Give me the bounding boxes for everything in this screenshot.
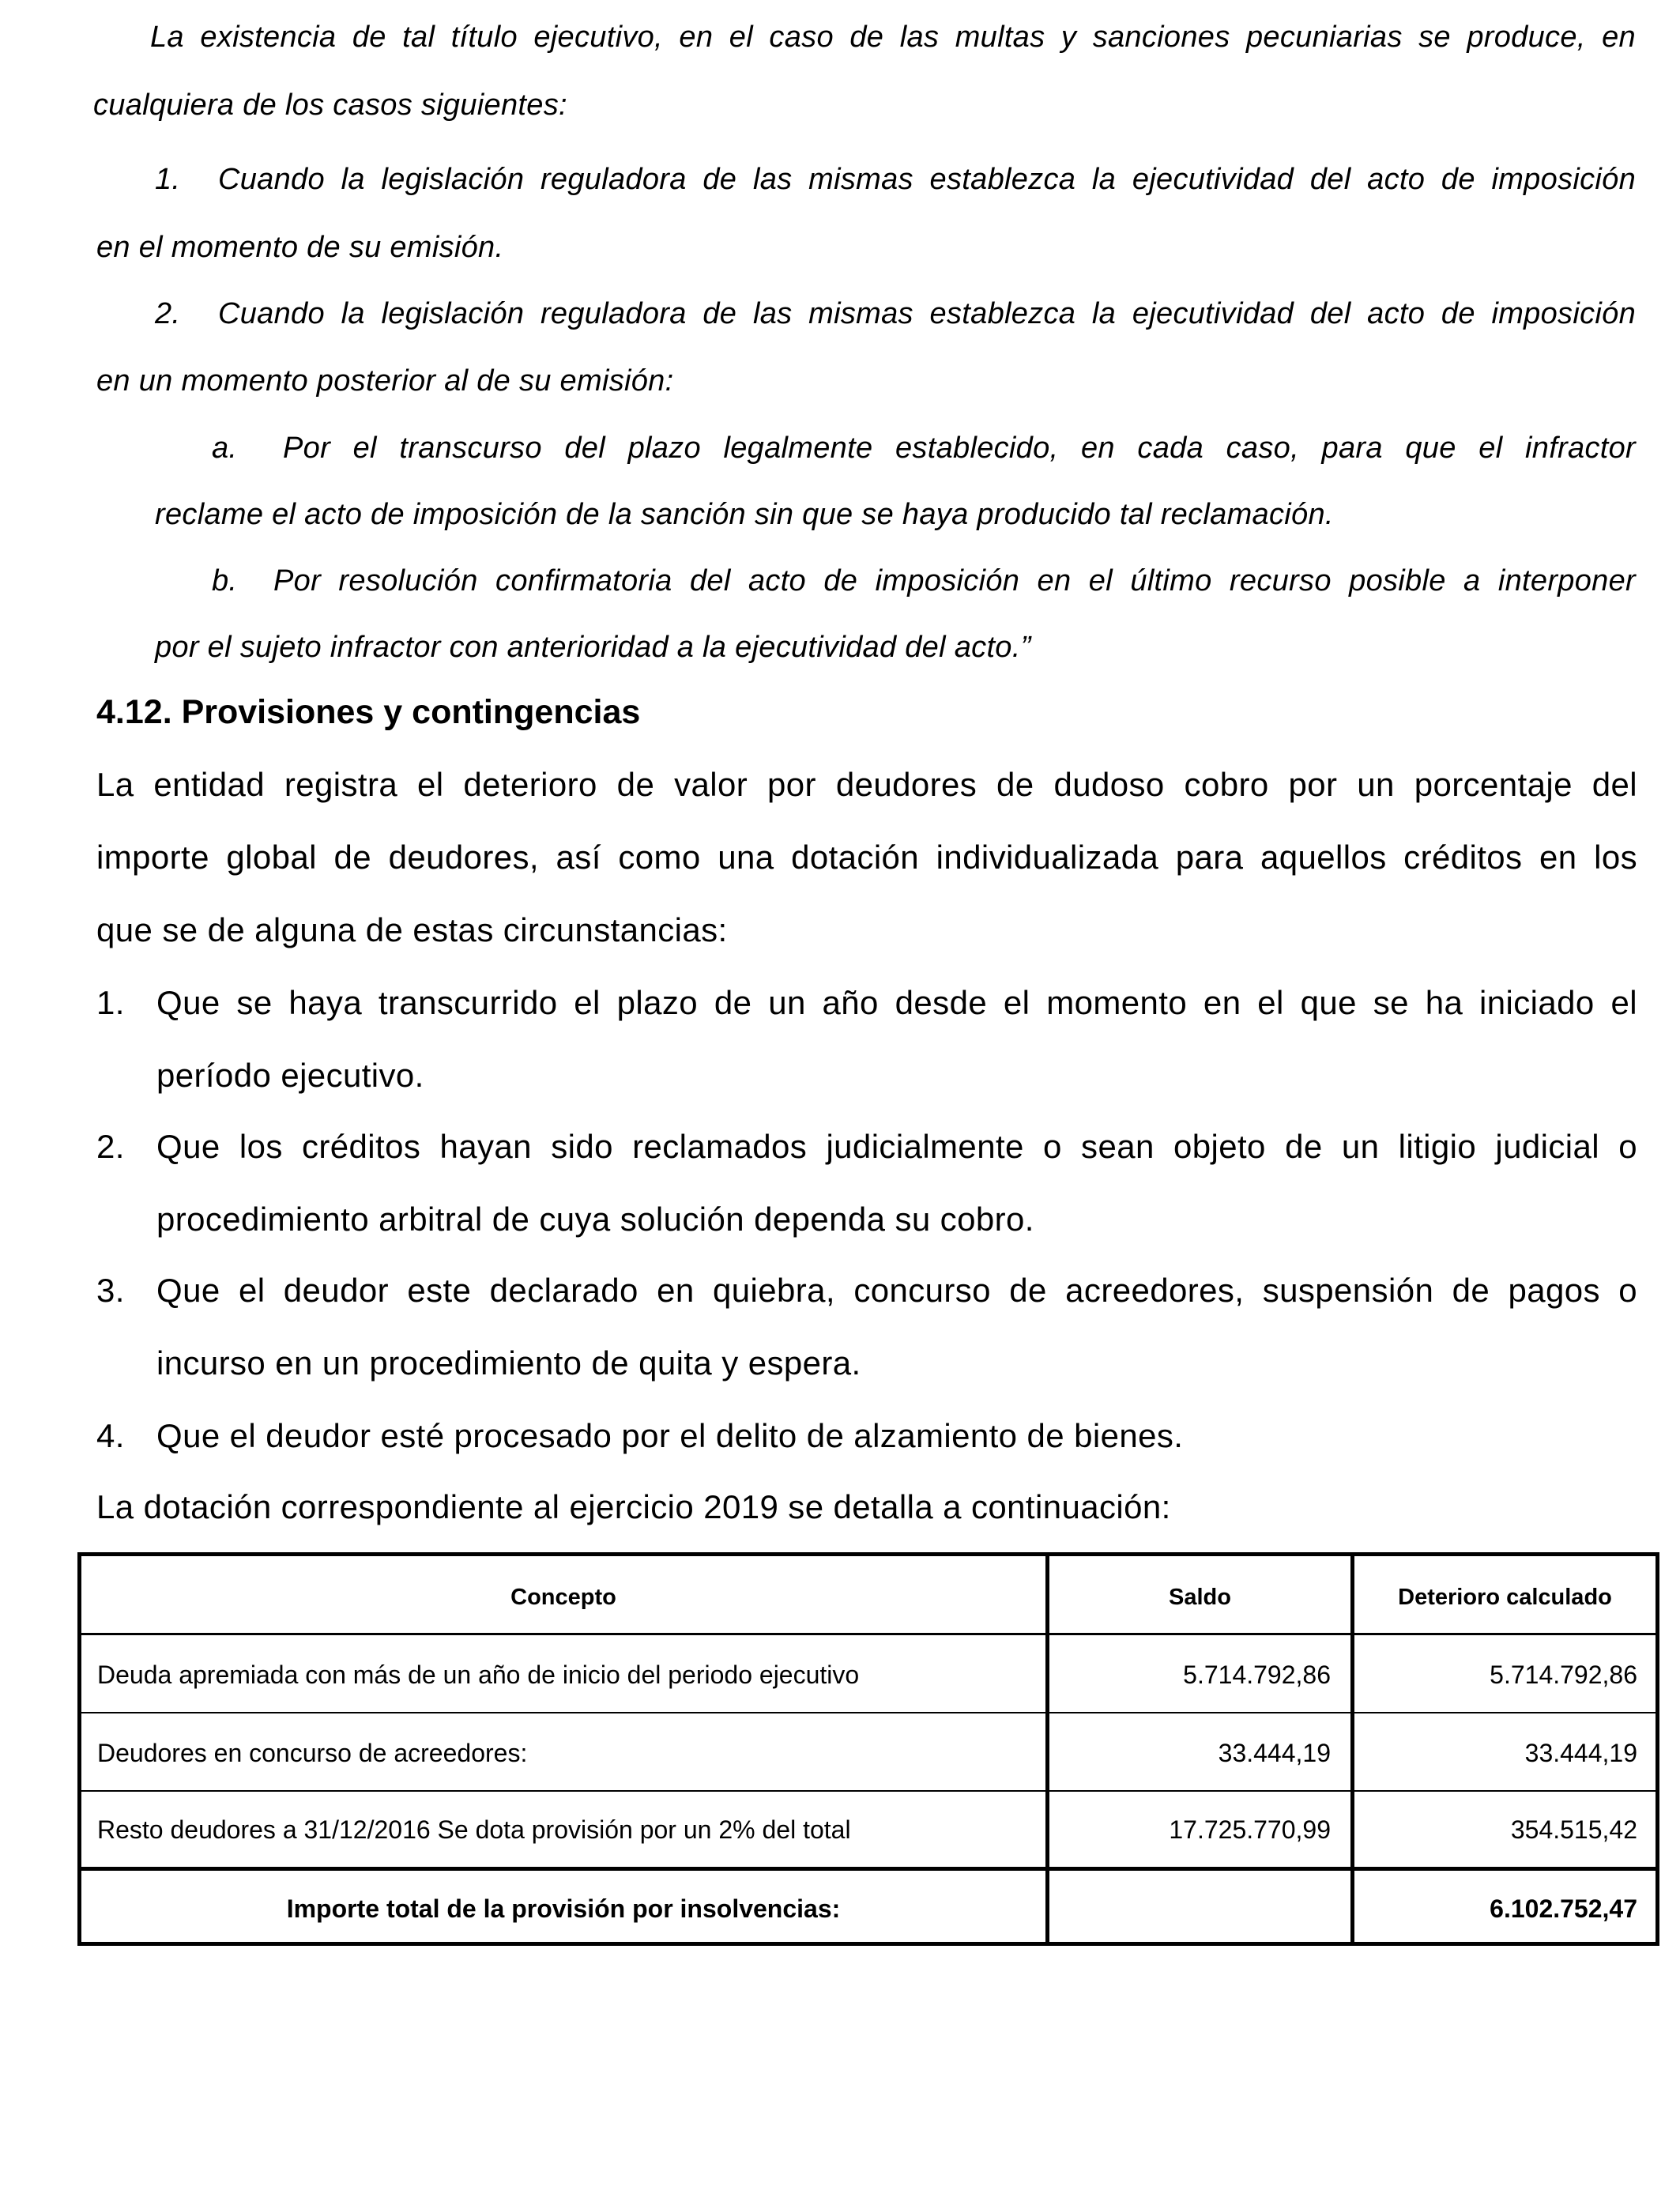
- table-cell-concepto: Resto deudores a 31/12/2016 Se dota provisión por un 2% del total: [97, 1815, 851, 1844]
- section-heading: 4.12. Provisiones y contingencias: [96, 693, 641, 731]
- section-closing-line: La dotación correspondiente al ejercicio 2019 se detalla a continuación:: [96, 1488, 1171, 1525]
- section-list-item-1-line-1: Que se haya transcurrido el plazo de un año desde el momento en el que se ha iniciado el: [156, 984, 1637, 1021]
- table-header-saldo: Saldo: [1169, 1585, 1231, 1610]
- sub-list-item-b-line-2: por el sujeto infractor con anterioridad a la ejecutividad del acto.”: [155, 631, 1031, 664]
- table-cell-saldo: 33.444,19: [1218, 1739, 1331, 1767]
- table-cell-saldo: 17.725.770,99: [1169, 1815, 1331, 1844]
- table-row-divider: [81, 1633, 1656, 1635]
- section-list-marker-1: 1.: [96, 984, 125, 1021]
- sub-list-item-b-line-1: Por resolución confirmatoria del acto de imposición en el último recurso posible a interponer: [273, 564, 1636, 598]
- section-list-item-1-line-2: período ejecutivo.: [156, 1057, 424, 1094]
- table-cell-deterioro: 354.515,42: [1510, 1815, 1637, 1844]
- table-row-divider: [81, 1712, 1656, 1713]
- section-paragraph-line-3: que se de alguna de estas circunstancias:: [96, 911, 728, 948]
- provision-table: [77, 1552, 1659, 1946]
- section-list-marker-2: 2.: [96, 1128, 125, 1165]
- section-list-marker-4: 4.: [96, 1417, 125, 1454]
- section-list-item-3-line-2: incurso en un procedimiento de quita y espera.: [156, 1344, 861, 1382]
- quoted-list-item-1-line-1: Cuando la legislación reguladora de las mismas establezca la ejecutividad del acto de imposición: [218, 163, 1636, 196]
- intro-line-1: La existencia de tal título ejecutivo, en el caso de las multas y sanciones pecuniarias se produce, en: [150, 21, 1636, 54]
- section-list-item-3-line-1: Que el deudor este declarado en quiebra, concurso de acreedores, suspensión de pagos o: [156, 1272, 1637, 1309]
- table-row-divider: [81, 1790, 1656, 1792]
- table-total-label: Importe total de la provisión por insolvencias:: [286, 1894, 841, 1923]
- table-row-divider: [81, 1867, 1656, 1871]
- table-header-concepto: Concepto: [510, 1585, 616, 1610]
- sub-list-item-a-line-1: Por el transcurso del plazo legalmente establecido, en cada caso, para que el infractor: [283, 432, 1636, 465]
- section-paragraph-line-2: importe global de deudores, así como una dotación individualizada para aquellos créditos en los: [96, 839, 1637, 876]
- table-header-deterioro: Deterioro calculado: [1398, 1585, 1612, 1610]
- sub-list-marker-a: a.: [212, 432, 238, 465]
- table-cell-deterioro: 5.714.792,86: [1490, 1661, 1637, 1689]
- sub-list-marker-b: b.: [212, 564, 238, 598]
- quoted-list-item-1-line-2: en el momento de su emisión.: [96, 231, 504, 264]
- intro-line-2: cualquiera de los casos siguientes:: [93, 89, 567, 122]
- quoted-list-item-2-line-1: Cuando la legislación reguladora de las mismas establezca la ejecutividad del acto de imposición: [218, 297, 1636, 330]
- quoted-list-marker-1: 1.: [155, 163, 181, 196]
- section-list-item-2-line-2: procedimiento arbitral de cuya solución dependa su cobro.: [156, 1201, 1034, 1238]
- table-cell-concepto: Deudores en concurso de acreedores:: [97, 1739, 528, 1767]
- sub-list-item-a-line-2: reclame el acto de imposición de la sanción sin que se haya producido tal reclamación.: [155, 498, 1334, 531]
- table-total-deterioro: 6.102.752,47: [1490, 1894, 1637, 1923]
- table-cell-deterioro: 33.444,19: [1524, 1739, 1637, 1767]
- section-paragraph-line-1: La entidad registra el deterioro de valor por deudores de dudoso cobro por un porcentaje del: [96, 766, 1637, 803]
- table-cell-concepto: Deuda apremiada con más de un año de inicio del periodo ejecutivo: [97, 1661, 860, 1689]
- section-list-item-4-line-1: Que el deudor esté procesado por el delito de alzamiento de bienes.: [156, 1417, 1184, 1454]
- section-list-item-2-line-1: Que los créditos hayan sido reclamados judicialmente o sean objeto de un litigio judicial o: [156, 1128, 1637, 1165]
- quoted-list-marker-2: 2.: [155, 297, 181, 330]
- table-cell-saldo: 5.714.792,86: [1183, 1661, 1331, 1689]
- section-list-marker-3: 3.: [96, 1272, 125, 1309]
- quoted-list-item-2-line-2: en un momento posterior al de su emisión:: [96, 364, 674, 398]
